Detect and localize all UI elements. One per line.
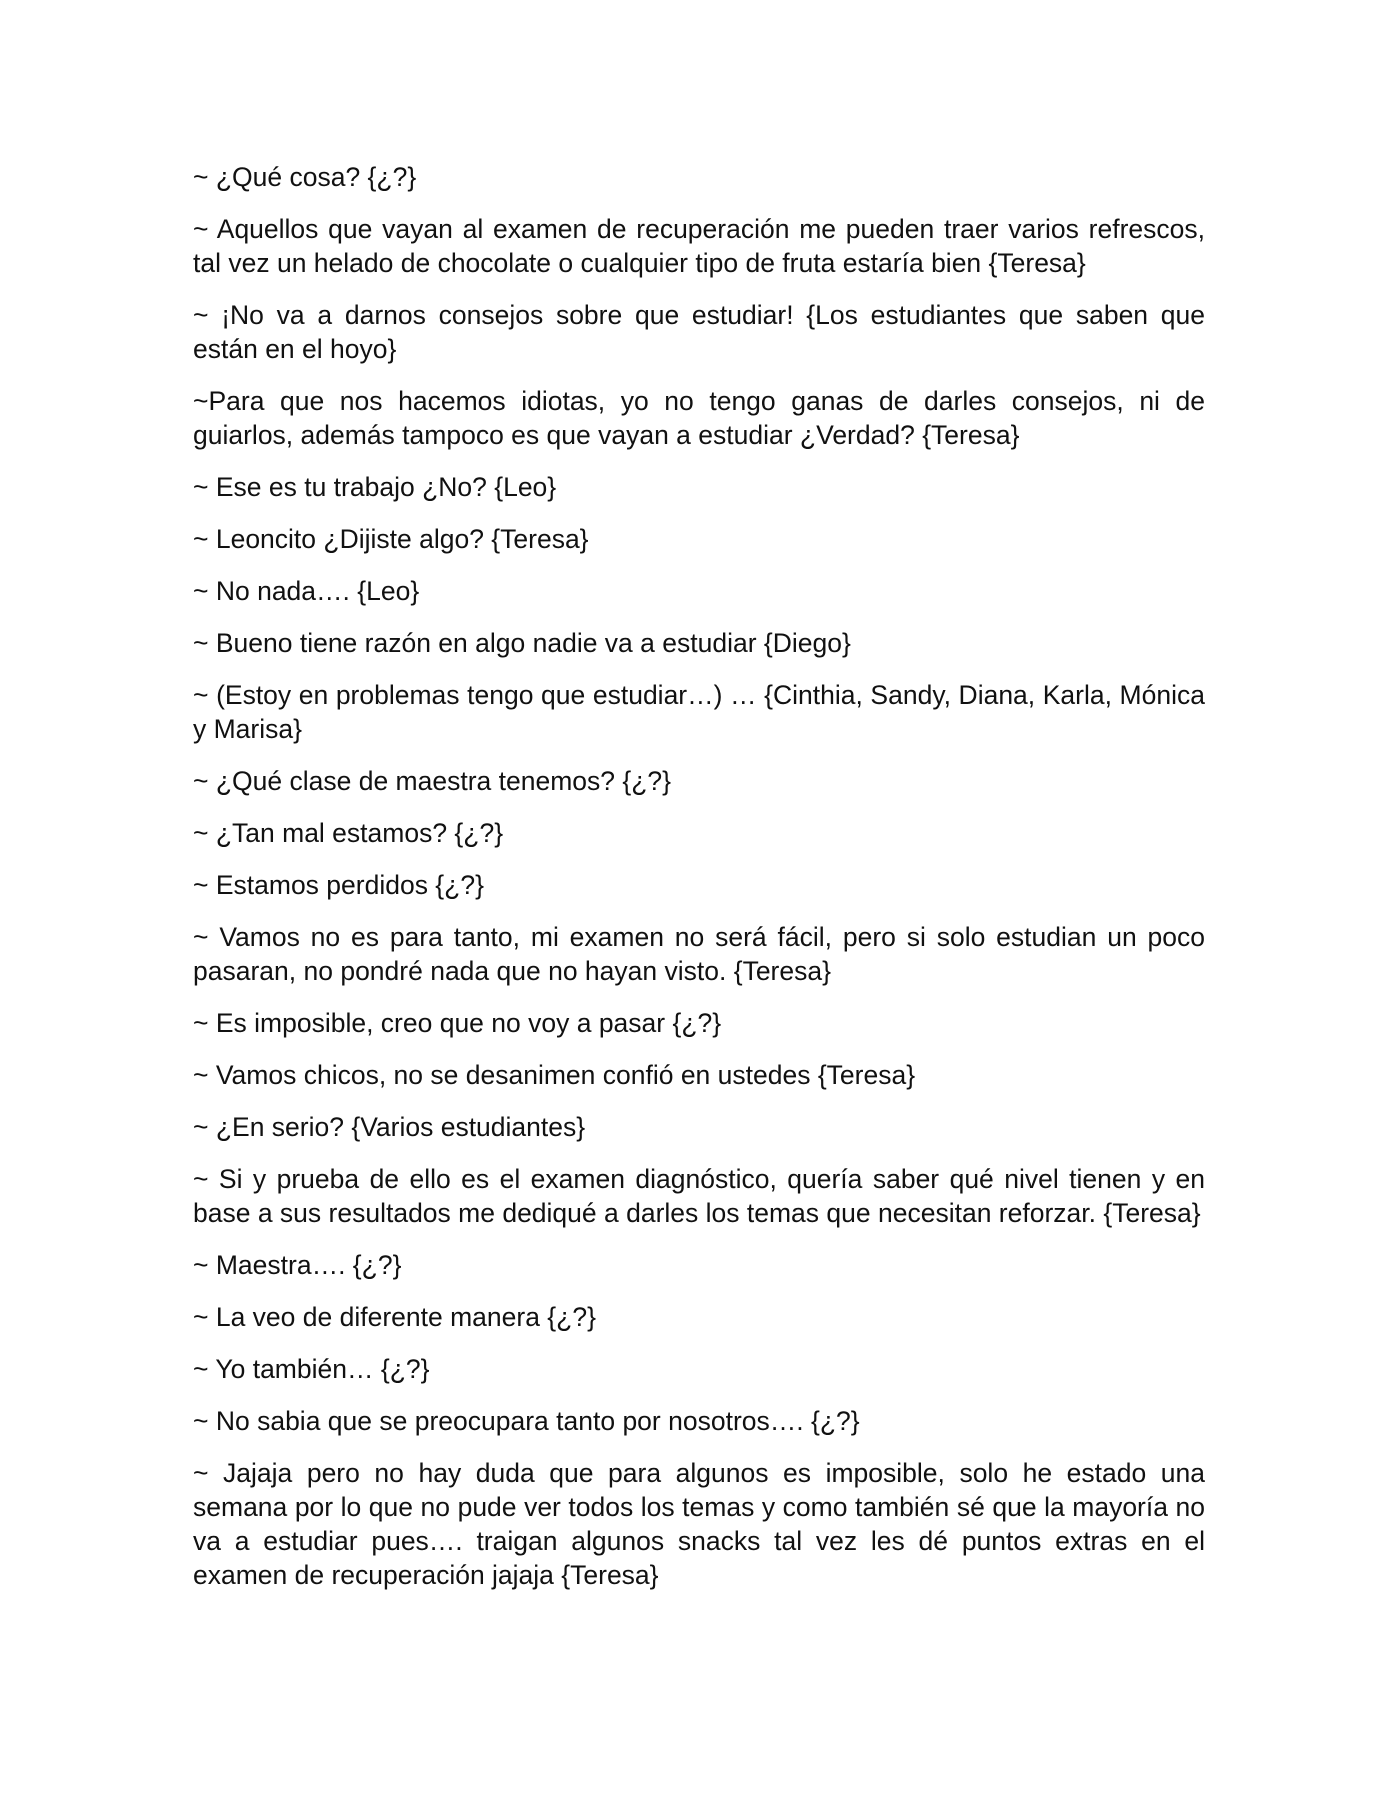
dialogue-line-12: ~ Estamos perdidos {¿?} [193,870,484,900]
dialogue-line-9: ~ (Estoy en problemas tengo que estudiar…) … {Cinthia, Sandy, Diana, Karla, Mónica y Marisa} [193,680,1205,744]
dialogue-line-17: ~ Si y prueba de ello es el examen diagnóstico, quería saber qué nivel tienen y en base a sus resultados me dediqué a darles los temas que necesitan reforzar. {Teresa} [193,1164,1205,1228]
dialogue-line-6: ~ Leoncito ¿Dijiste algo? {Teresa} [193,524,589,554]
dialogue-line-11: ~ ¿Tan mal estamos? {¿?} [193,818,504,848]
document-page [193,160,1205,1610]
dialogue-line-1: ~ ¿Qué cosa? {¿?} [193,162,417,192]
dialogue-line-8: ~ Bueno tiene razón en algo nadie va a estudiar {Diego} [193,628,851,658]
dialogue-line-7: ~ No nada…. {Leo} [193,576,420,606]
dialogue-line-3: ~ ¡No va a darnos consejos sobre que estudiar! {Los estudiantes que saben que están en el hoyo} [193,300,1205,364]
dialogue-line-14: ~ Es imposible, creo que no voy a pasar {¿?} [193,1008,722,1038]
dialogue-line-15: ~ Vamos chicos, no se desanimen confió en ustedes {Teresa} [193,1060,916,1090]
dialogue-line-21: ~ No sabia que se preocupara tanto por nosotros…. {¿?} [193,1406,860,1436]
dialogue-line-19: ~ La veo de diferente manera {¿?} [193,1302,596,1332]
dialogue-line-18: ~ Maestra…. {¿?} [193,1250,402,1280]
dialogue-line-16: ~ ¿En serio? {Varios estudiantes} [193,1112,586,1142]
dialogue-line-4: ~Para que nos hacemos idiotas, yo no tengo ganas de darles consejos, ni de guiarlos, además tampoco es que vayan a estudiar ¿Verdad? {Teresa} [193,386,1205,450]
dialogue-line-2: ~ Aquellos que vayan al examen de recuperación me pueden traer varios refrescos, tal vez un helado de chocolate o cualquier tipo de fruta estaría bien {Teresa} [193,214,1205,278]
dialogue-line-20: ~ Yo también… {¿?} [193,1354,430,1384]
dialogue-line-10: ~ ¿Qué clase de maestra tenemos? {¿?} [193,766,671,796]
dialogue-line-13: ~ Vamos no es para tanto, mi examen no será fácil, pero si solo estudian un poco pasaran, no pondré nada que no hayan visto. {Teresa} [193,922,1205,986]
dialogue-line-22: ~ Jajaja pero no hay duda que para algunos es imposible, solo he estado una semana por lo que no pude ver todos los temas y como también sé que la mayoría no va a estudiar pues…. traigan algunos snacks tal vez les dé puntos extras en el examen de recuperación jajaja {Teresa} [193,1458,1205,1590]
dialogue-line-5: ~ Ese es tu trabajo ¿No? {Leo} [193,472,557,502]
